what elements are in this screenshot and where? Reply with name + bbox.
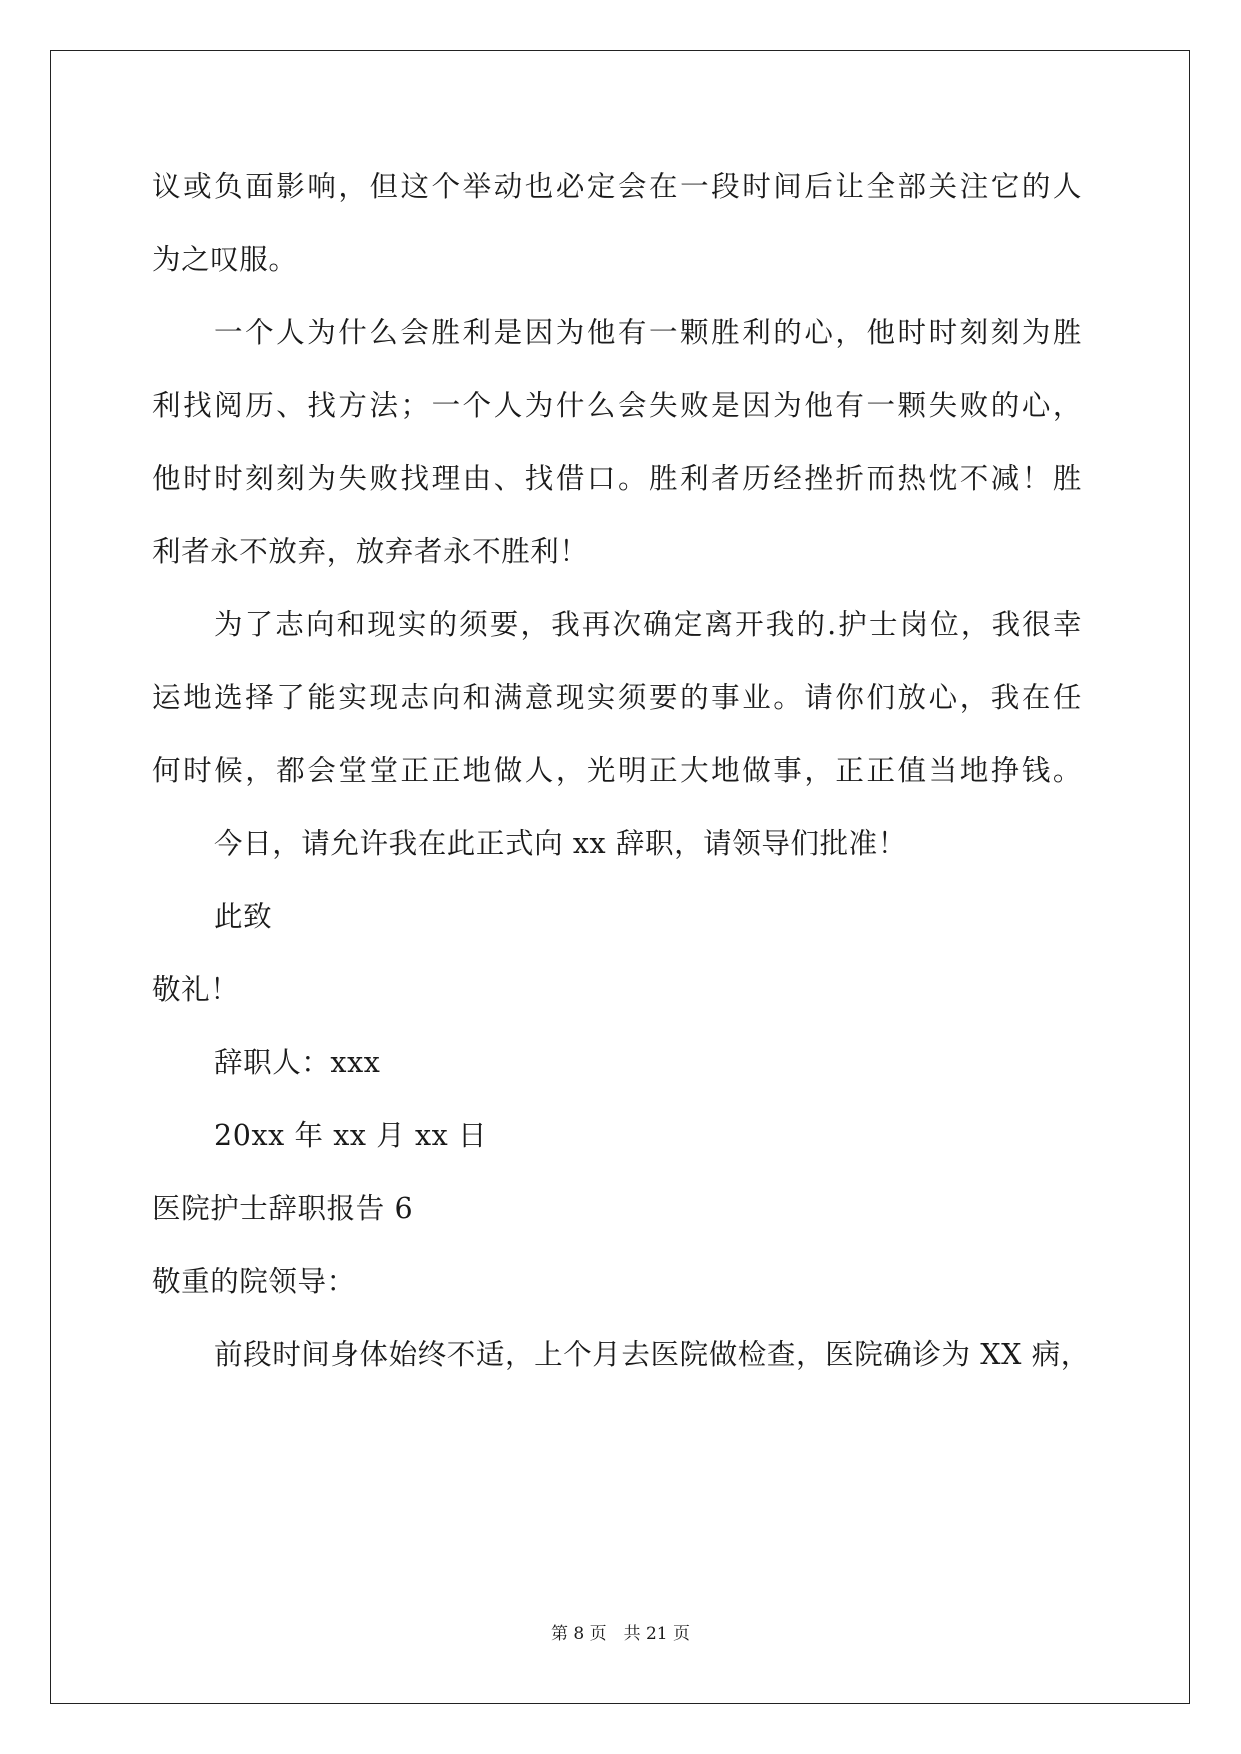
paragraph-line: 为之叹服。 xyxy=(152,243,298,276)
paragraph-line: 利找阅历、找方法；一个人为什么会失败是因为他有一颗失败的心， xyxy=(152,389,1082,422)
closing-line: 敬礼！ xyxy=(152,973,240,1006)
page-border xyxy=(50,50,1190,1704)
date-line: 20xx 年 xx 月 xx 日 xyxy=(214,1119,488,1152)
paragraph-line: 为了志向和现实的须要，我再次确定离开我的.护士岗位，我很幸 xyxy=(214,608,1082,641)
paragraph-line: 何时候，都会堂堂正正地做人，光明正大地做事，正正值当地挣钱。 xyxy=(152,754,1082,787)
closing-line: 此致 xyxy=(214,900,273,933)
page-footer: 第 8 页 共 21 页 xyxy=(550,1624,691,1644)
paragraph-line: 议或负面影响，但这个举动也必定会在一段时间后让全部关注它的人 xyxy=(152,170,1082,203)
paragraph-line: 一个人为什么会胜利是因为他有一颗胜利的心，他时时刻刻为胜 xyxy=(214,316,1082,349)
paragraph-line: 利者永不放弃，放弃者永不胜利！ xyxy=(152,535,589,568)
paragraph-line: 他时时刻刻为失败找理由、找借口。胜利者历经挫折而热忱不减！胜 xyxy=(152,462,1082,495)
section-heading: 医院护士辞职报告 6 xyxy=(152,1192,414,1225)
signer-line: 辞职人：xxx xyxy=(214,1046,381,1079)
paragraph-line: 今日，请允许我在此正式向 xx 辞职，请领导们批准！ xyxy=(214,827,907,860)
salutation-line: 敬重的院领导： xyxy=(152,1265,356,1298)
paragraph-line: 前段时间身体始终不适，上个月去医院做检查，医院确诊为 XX 病， xyxy=(214,1338,1090,1371)
paragraph-line: 运地选择了能实现志向和满意现实须要的事业。请你们放心，我在任 xyxy=(152,681,1082,714)
